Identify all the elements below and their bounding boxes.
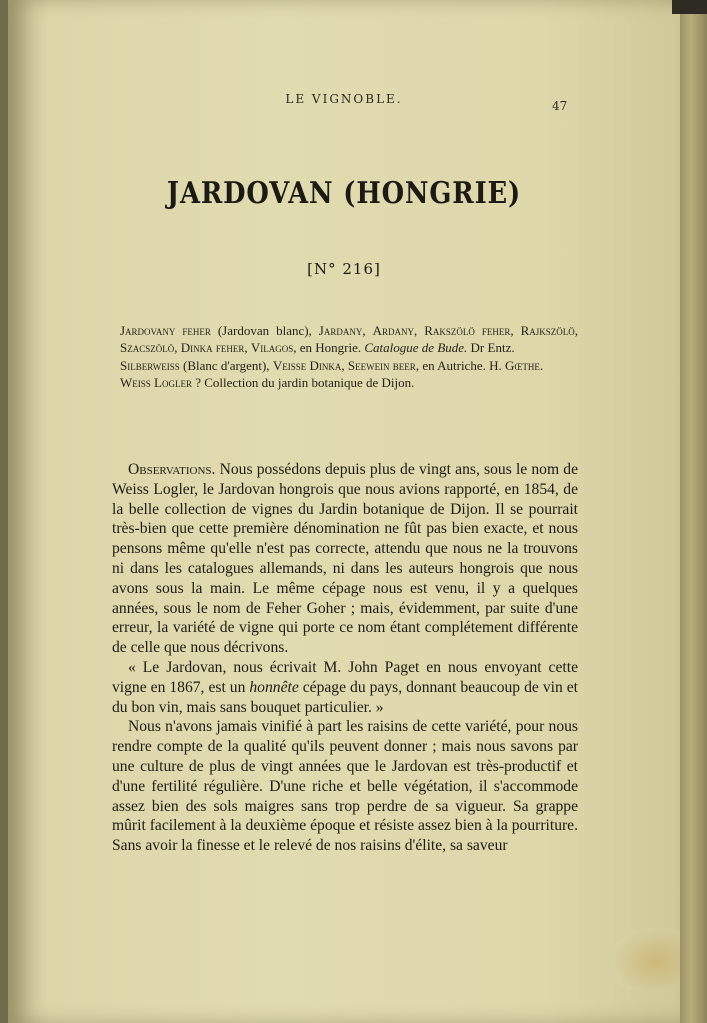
text-segment: . Nous possédons depuis plus de vingt ans, sous le nom de Weiss Logler, le Jardovan hongrois que nous avions rapporté, en 1854, de la belle collection de vignes du Jardin botanique de Dijon. Il se pourrait très-bien que cette première dénomination ne fût pas bien exacte, et nous pensons même qu'elle n'est pas correcte, attendu que nous ne la trouvons ni dans les catalogues allemands, ni dans les auteurs hongrois que nous avons sous la main. Le même cépage nous est venu, il y a quelques années, sous le nom de Feher Goher ; mais, évidemment, par suite d'une erreur, la variété de vigne qui porte ce nom étant complétement différente de celle que nous décrivons.	[112, 461, 578, 657]
text-segment: , en Hongrie.	[293, 340, 365, 356]
small-caps-term: Rakszölö feher	[424, 323, 511, 338]
variety-number: [N° 216]	[307, 260, 381, 278]
observation-paragraph	[112, 460, 578, 658]
text-segment: ,	[362, 323, 373, 338]
small-caps-term: Vilagos	[250, 340, 294, 356]
text-segment: ? Collection du jardin botanique de Dijon.	[191, 375, 415, 391]
small-caps-term: Seewein beer	[347, 357, 416, 373]
text-segment: « Le Jardovan, nous écrivait M. John Paget en nous envoyant cette vigne en 1867, est un	[112, 658, 578, 696]
small-caps-term: Weiss Logler	[120, 375, 192, 391]
text-segment: , en Autriche. H.	[415, 357, 505, 373]
small-caps-term: Veisse Dinka	[272, 357, 342, 373]
book-page	[8, 0, 680, 1023]
chapter-title: JARDOVAN (HONGRIE)	[166, 176, 522, 211]
small-caps-term: Gœthe	[504, 357, 540, 373]
text-segment: ,	[413, 323, 425, 338]
text-segment: cépage du pays, donnant beaucoup de vin et du bon vin, mais sans bouquet particulier. »	[112, 678, 578, 716]
small-caps-term: Szacszölö	[120, 340, 175, 356]
running-head: LE VIGNOBLE.	[285, 92, 403, 106]
binding-shadow	[672, 0, 707, 14]
text-segment: Dr Entz.	[467, 340, 515, 356]
synonym-paragraph	[120, 374, 578, 391]
text-segment: (Blanc d'argent),	[179, 357, 273, 373]
text-segment: .	[539, 357, 544, 373]
synonym-paragraph	[120, 322, 578, 357]
text-segment: ,	[510, 323, 521, 338]
text-segment: ,	[244, 340, 251, 356]
small-caps-term: Rajkszölö	[520, 323, 575, 338]
text-segment: (Jardovan blanc),	[210, 323, 319, 338]
small-caps-term: Jardany	[318, 323, 363, 338]
text-segment: ,	[174, 340, 181, 356]
small-caps-term: Observations	[128, 461, 212, 478]
observation-paragraph	[112, 717, 578, 856]
text-segment: ,	[341, 357, 348, 373]
synonyms-block	[120, 322, 578, 392]
observations-block	[112, 460, 578, 856]
observation-paragraph	[112, 658, 578, 717]
synonym-paragraph	[120, 357, 578, 374]
text-segment: Nous n'avons jamais vinifié à part les raisins de cette variété, pour nous rendre compte de la qualité qu'ils peuvent donner ; mais nous savons par une culture de plus de vingt années que le Jardovan est très-productif et d'une fertilité régulière. D'une riche et belle végétation, il s'accommode assez bien des sols maigres sans trop perdre de sa vigueur. Sa grappe mûrit facilement à la deuxième époque et résiste assez bien à la pourriture. Sans avoir la finesse et le relevé de nos raisins d'élite, sa saveur	[112, 718, 578, 855]
italic-term: Catalogue de Bude.	[364, 340, 468, 356]
page-number: 47	[552, 99, 568, 113]
small-caps-term: Dinka feher	[180, 340, 245, 356]
italic-term: honnête	[249, 678, 299, 696]
small-caps-term: Silberweiss	[120, 357, 180, 373]
small-caps-term: Jardovany feher	[120, 323, 211, 338]
page-edge	[680, 0, 707, 1023]
small-caps-term: Ardany	[372, 323, 414, 338]
text-segment: ,	[574, 323, 579, 338]
